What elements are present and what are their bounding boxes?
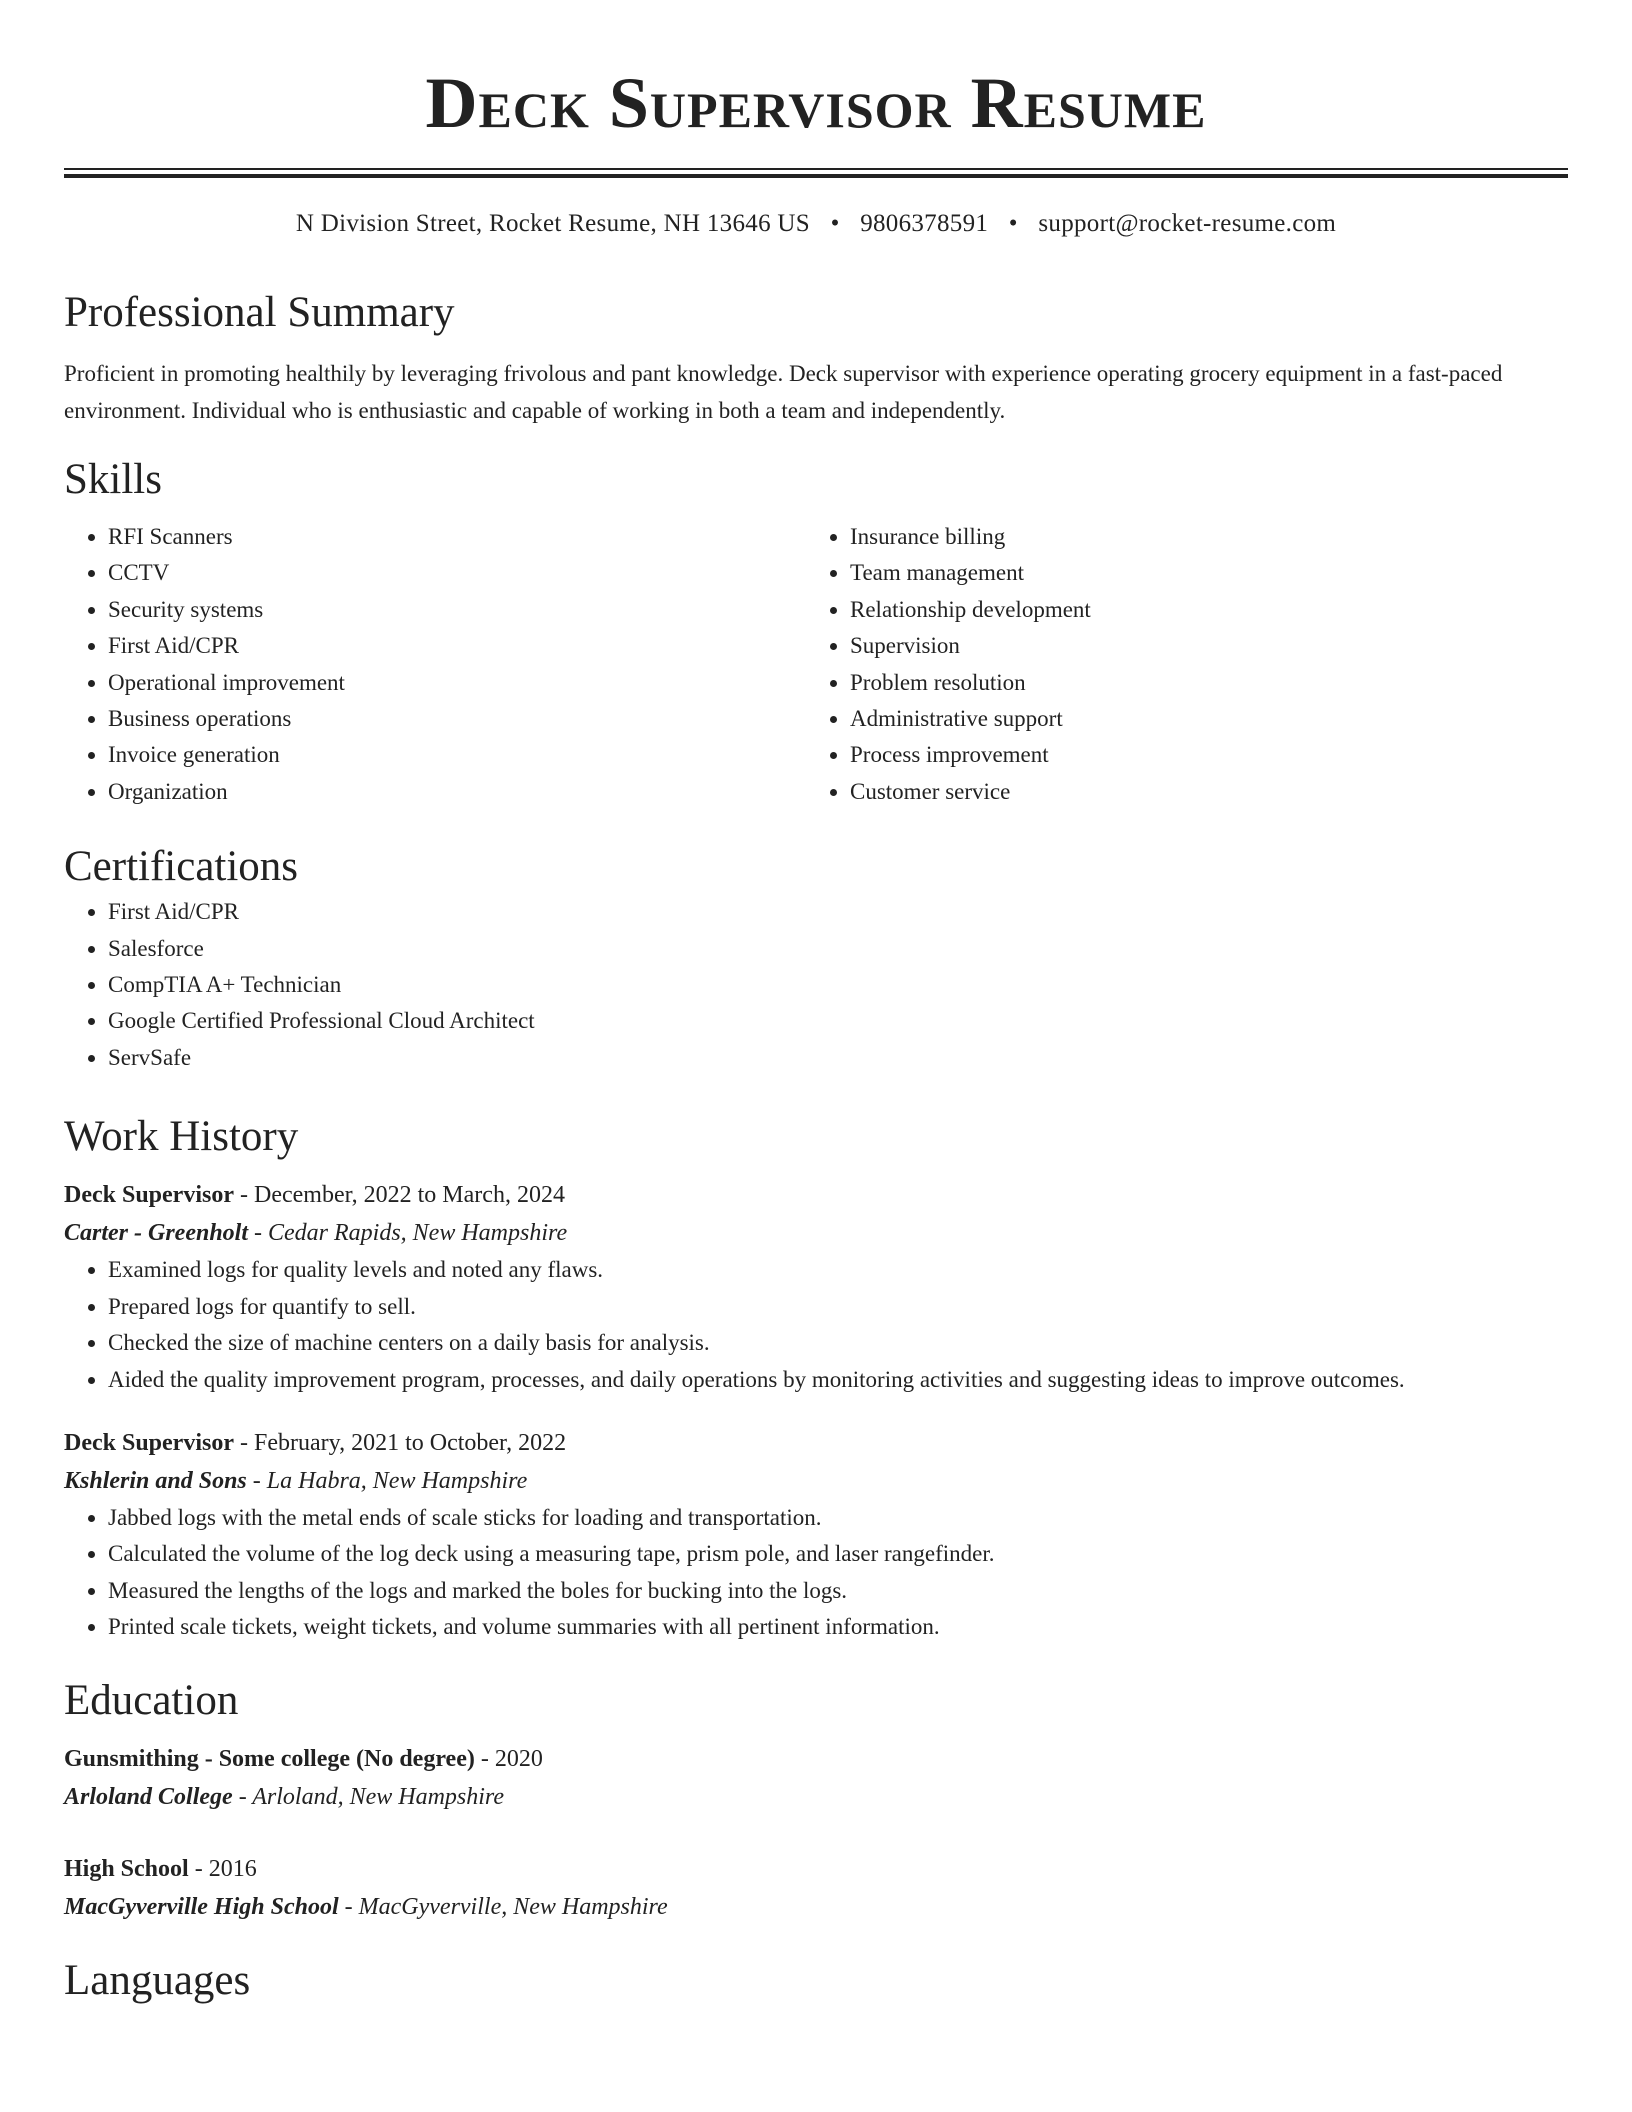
contact-email: support@rocket-resume.com bbox=[1038, 210, 1337, 237]
job-employer bbox=[64, 1462, 1568, 1500]
job-duty: • Jabbed logs with the metal ends of scale sticks for loading and transportation. bbox=[108, 1500, 1568, 1536]
job-dates: - December, 2022 to March, 2024 bbox=[234, 1182, 565, 1209]
job-location: - Cedar Rapids, New Hampshire bbox=[248, 1220, 568, 1247]
certifications-section bbox=[64, 840, 1568, 1076]
summary-heading: Professional Summary bbox=[64, 289, 455, 336]
education-header bbox=[64, 1850, 1568, 1888]
skills-column-right bbox=[806, 519, 1548, 810]
skill-item: • Administrative support bbox=[850, 701, 1548, 737]
skills-column-left bbox=[64, 519, 806, 810]
job-header bbox=[64, 1176, 1568, 1214]
job-duty: • Aided the quality improvement program, processes, and daily operations by monitoring activities and suggesting ideas to improve outcomes. bbox=[108, 1362, 1568, 1398]
job-duty: • Measured the lengths of the logs and marked the boles for bucking into the logs. bbox=[108, 1573, 1568, 1609]
education-degree: High School bbox=[64, 1855, 189, 1882]
contact-separator: • bbox=[830, 210, 840, 237]
languages-heading: Languages bbox=[64, 1956, 251, 2004]
skills-list-right bbox=[806, 519, 1548, 810]
skill-item: • RFI Scanners bbox=[108, 519, 806, 555]
education-school: MacGyverville High School bbox=[64, 1893, 339, 1920]
skills-section bbox=[64, 453, 1568, 810]
job-entry bbox=[64, 1424, 1568, 1646]
education-entry bbox=[64, 1740, 1568, 1816]
education-header bbox=[64, 1740, 1568, 1778]
certification-item: • First Aid/CPR bbox=[108, 894, 1568, 930]
certifications-list bbox=[64, 894, 1568, 1076]
job-duty: • Prepared logs for quantify to sell. bbox=[108, 1289, 1568, 1325]
education-year: - 2020 bbox=[474, 1745, 543, 1772]
summary-text: Proficient in promoting healthily by leveraging frivolous and pant knowledge. Deck supervisor with experience operating grocery equipment in a fast-paced environment. Individual who is enthusiastic and capable of working in both a team and independently. bbox=[64, 361, 1503, 423]
job-location: - La Habra, New Hampshire bbox=[246, 1467, 528, 1494]
job-duties-list bbox=[64, 1252, 1568, 1398]
education-year: - 2016 bbox=[188, 1855, 257, 1882]
skill-item: • Process improvement bbox=[850, 737, 1548, 773]
skill-item: • Supervision bbox=[850, 628, 1548, 664]
skill-item: • Relationship development bbox=[850, 592, 1548, 628]
education-degree: Gunsmithing - Some college (No degree) bbox=[64, 1745, 475, 1772]
job-duty: • Checked the size of machine centers on a daily basis for analysis. bbox=[108, 1325, 1568, 1361]
skill-item: • First Aid/CPR bbox=[108, 628, 806, 664]
job-header bbox=[64, 1424, 1568, 1462]
education-school: Arloland College bbox=[64, 1783, 233, 1810]
job-title: Deck Supervisor bbox=[64, 1429, 234, 1456]
education-location: - MacGyverville, New Hampshire bbox=[338, 1893, 668, 1920]
job-dates: - February, 2021 to October, 2022 bbox=[234, 1429, 567, 1456]
education-institution bbox=[64, 1778, 1568, 1816]
skill-item: • CCTV bbox=[108, 555, 806, 591]
work-history-section bbox=[64, 1110, 1568, 1645]
contact-address: N Division Street, Rocket Resume, NH 13646 US bbox=[295, 210, 810, 237]
certification-item: • ServSafe bbox=[108, 1040, 1568, 1076]
job-duty: • Printed scale tickets, weight tickets, and volume summaries with all pertinent information. bbox=[108, 1609, 1568, 1645]
skill-item: • Team management bbox=[850, 555, 1548, 591]
languages-section bbox=[64, 1954, 1568, 2008]
skills-columns bbox=[64, 519, 1568, 810]
education-location: - Arloland, New Hampshire bbox=[232, 1783, 505, 1810]
certification-item: • Google Certified Professional Cloud Architect bbox=[108, 1003, 1568, 1039]
contact-phone: 9806378591 bbox=[860, 210, 989, 237]
job-company: Kshlerin and Sons bbox=[64, 1467, 247, 1494]
education-heading: Education bbox=[64, 1676, 239, 1724]
skill-item: • Business operations bbox=[108, 701, 806, 737]
work-history-heading: Work History bbox=[64, 1113, 299, 1161]
certification-item: • Salesforce bbox=[108, 931, 1568, 967]
skill-item: • Customer service bbox=[850, 774, 1548, 810]
education-section bbox=[64, 1674, 1568, 1926]
resume-title: Deck Supervisor Resume bbox=[425, 63, 1207, 143]
certifications-heading: Certifications bbox=[64, 843, 299, 891]
job-duty: • Calculated the volume of the log deck using a measuring tape, prism pole, and laser rangefinder. bbox=[108, 1536, 1568, 1572]
skill-item: • Operational improvement bbox=[108, 665, 806, 701]
education-institution bbox=[64, 1888, 1568, 1926]
job-company: Carter - Greenholt bbox=[64, 1220, 249, 1247]
summary-section bbox=[64, 286, 1568, 429]
job-entry bbox=[64, 1176, 1568, 1398]
contact-line bbox=[64, 206, 1568, 242]
certification-item: • CompTIA A+ Technician bbox=[108, 967, 1568, 1003]
job-duty: • Examined logs for quality levels and noted any flaws. bbox=[108, 1252, 1568, 1288]
skill-item: • Problem resolution bbox=[850, 665, 1548, 701]
title-divider bbox=[64, 168, 1568, 178]
skill-item: • Insurance billing bbox=[850, 519, 1548, 555]
skills-list-left bbox=[64, 519, 806, 810]
contact-separator: • bbox=[1008, 210, 1018, 237]
education-entry bbox=[64, 1850, 1568, 1926]
job-title: Deck Supervisor bbox=[64, 1182, 234, 1209]
skills-heading: Skills bbox=[64, 456, 162, 503]
skill-item: • Security systems bbox=[108, 592, 806, 628]
skill-item: • Invoice generation bbox=[108, 737, 806, 773]
skill-item: • Organization bbox=[108, 774, 806, 810]
job-employer bbox=[64, 1214, 1568, 1252]
job-duties-list bbox=[64, 1500, 1568, 1646]
